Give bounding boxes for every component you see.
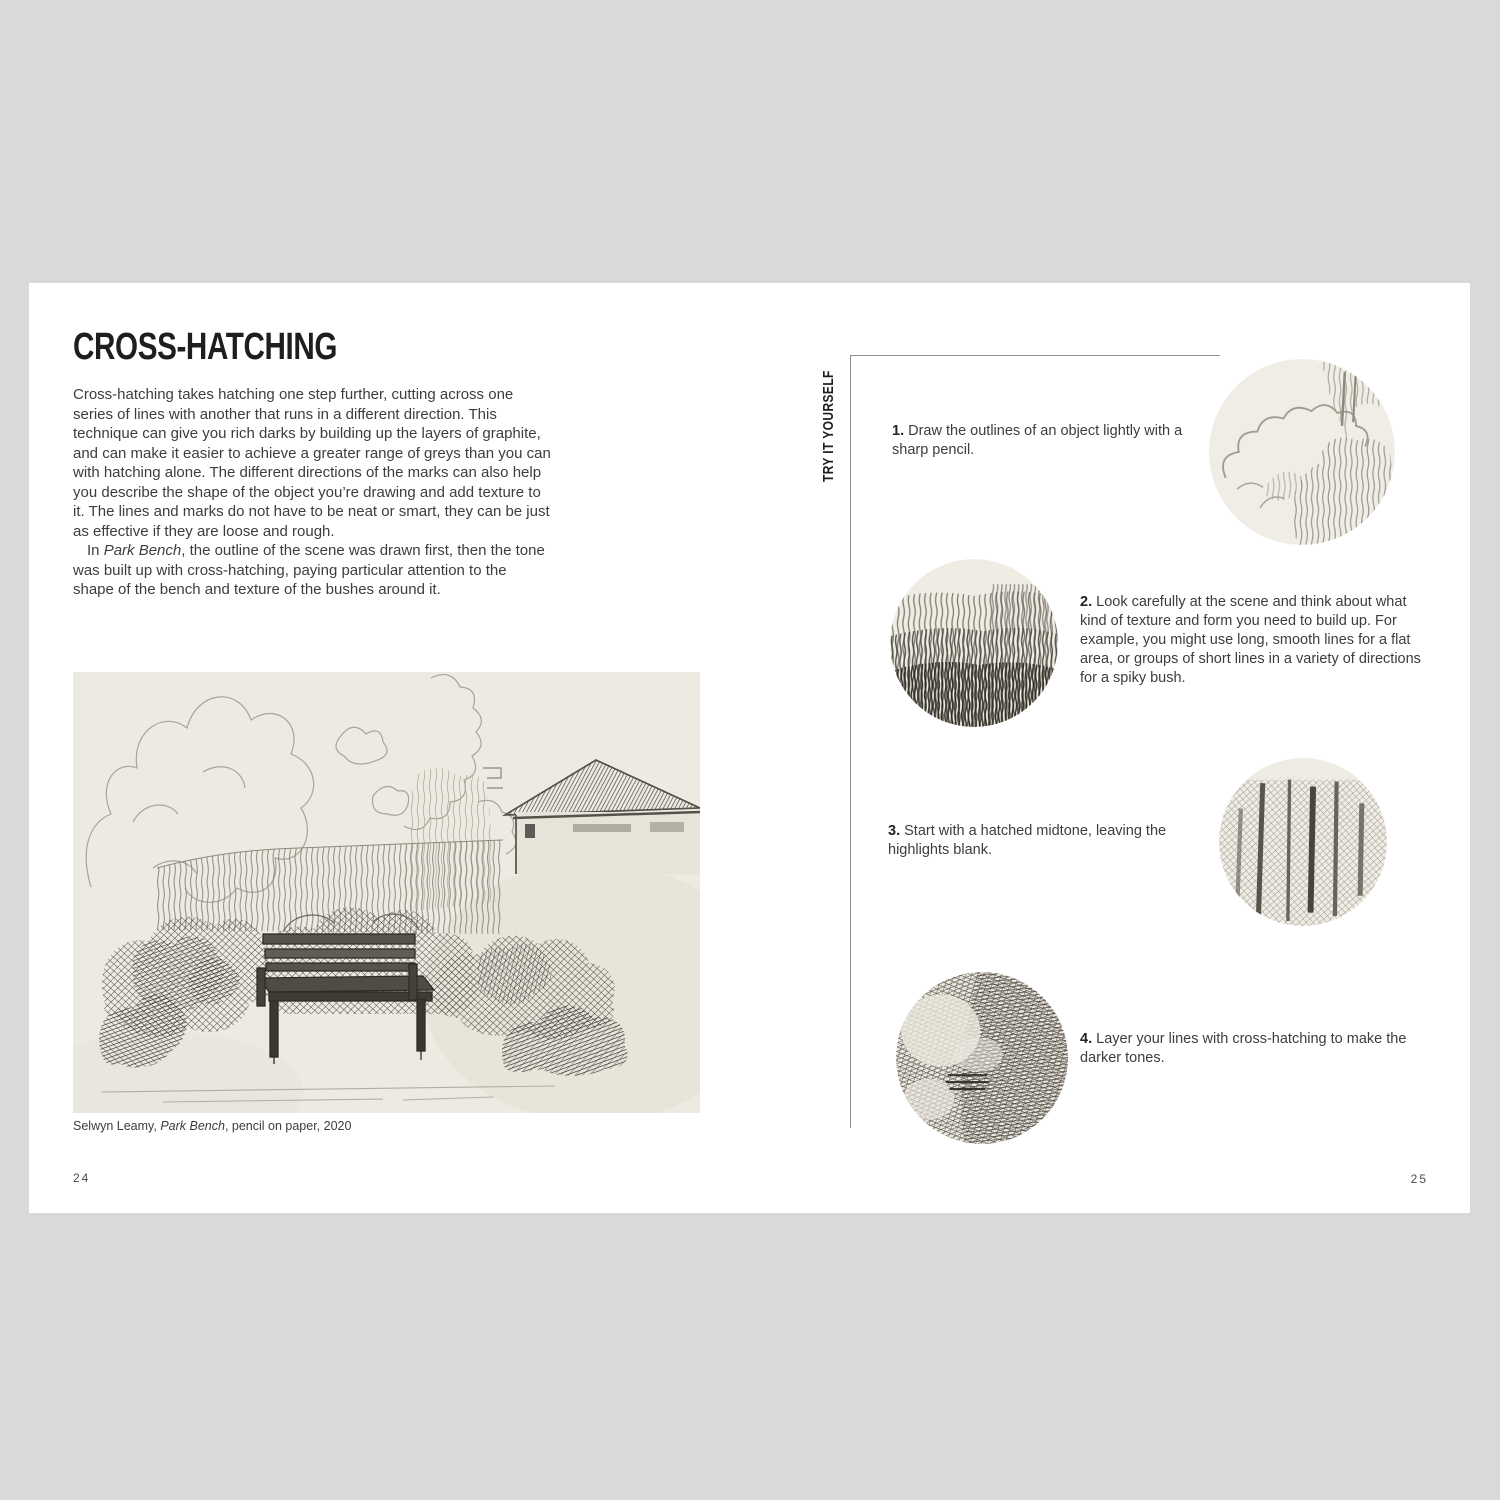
try-it-yourself-label: TRY IT YOURSELF: [820, 370, 837, 482]
panel-left-rule: [850, 355, 851, 1128]
step-3-text: 3. Start with a hatched midtone, leaving the highlights blank.: [888, 823, 1167, 858]
artwork-title-inline: Park Bench: [103, 542, 182, 559]
step-4-text: 4. Layer your lines with cross-hatching to make the darker tones.: [1080, 1031, 1407, 1066]
step-4-photo: [896, 972, 1068, 1144]
step-2-photo: [890, 559, 1058, 727]
page-number-left: 24: [73, 1171, 91, 1185]
intro-paragraph-1: Cross-hatching takes hatching one step further, cutting across one series of lines with another that runs in a different direction. This technique can give you rich darks by building up the layers of graphite, and can make it easier to achieve a greater range of greys than you can with hatching alone. The different directions of the marks can also help you describe the shape of the object you’re drawing and add texture to it. The lines and marks do not have to be neat or smart, they can be just as effective if they are loose and rough.: [73, 386, 551, 540]
page-number-right: 25: [1410, 1172, 1428, 1186]
park-bench-drawing-svg: [73, 672, 700, 1113]
intro-text: [73, 385, 551, 600]
step-1-photo: [1209, 359, 1395, 545]
artwork-caption: Selwyn Leamy, Park Bench, pencil on paper, 2020: [73, 1119, 352, 1133]
park-bench-artwork: [73, 672, 700, 1113]
page-title: CROSS-HATCHING: [73, 326, 338, 368]
book-pages-sheet: [29, 283, 1470, 1213]
panel-top-rule: [850, 355, 1220, 356]
step-3-photo: [1219, 758, 1387, 926]
step-2-text: 2. Look carefully at the scene and think about what kind of texture and form you need to build up. For example, you might use long, smooth lines for a flat area, or groups of short lines in a variety of directions for a spiky bush.: [1080, 594, 1421, 686]
intro-paragraph-2: In Park Bench, the outline of the scene was drawn first, then the tone was built up with cross-hatching, paying particular attention to the shape of the bench and texture of the bushes around it.: [73, 542, 545, 598]
step-1-text: 1. Draw the outlines of an object lightly with a sharp pencil.: [892, 423, 1183, 458]
